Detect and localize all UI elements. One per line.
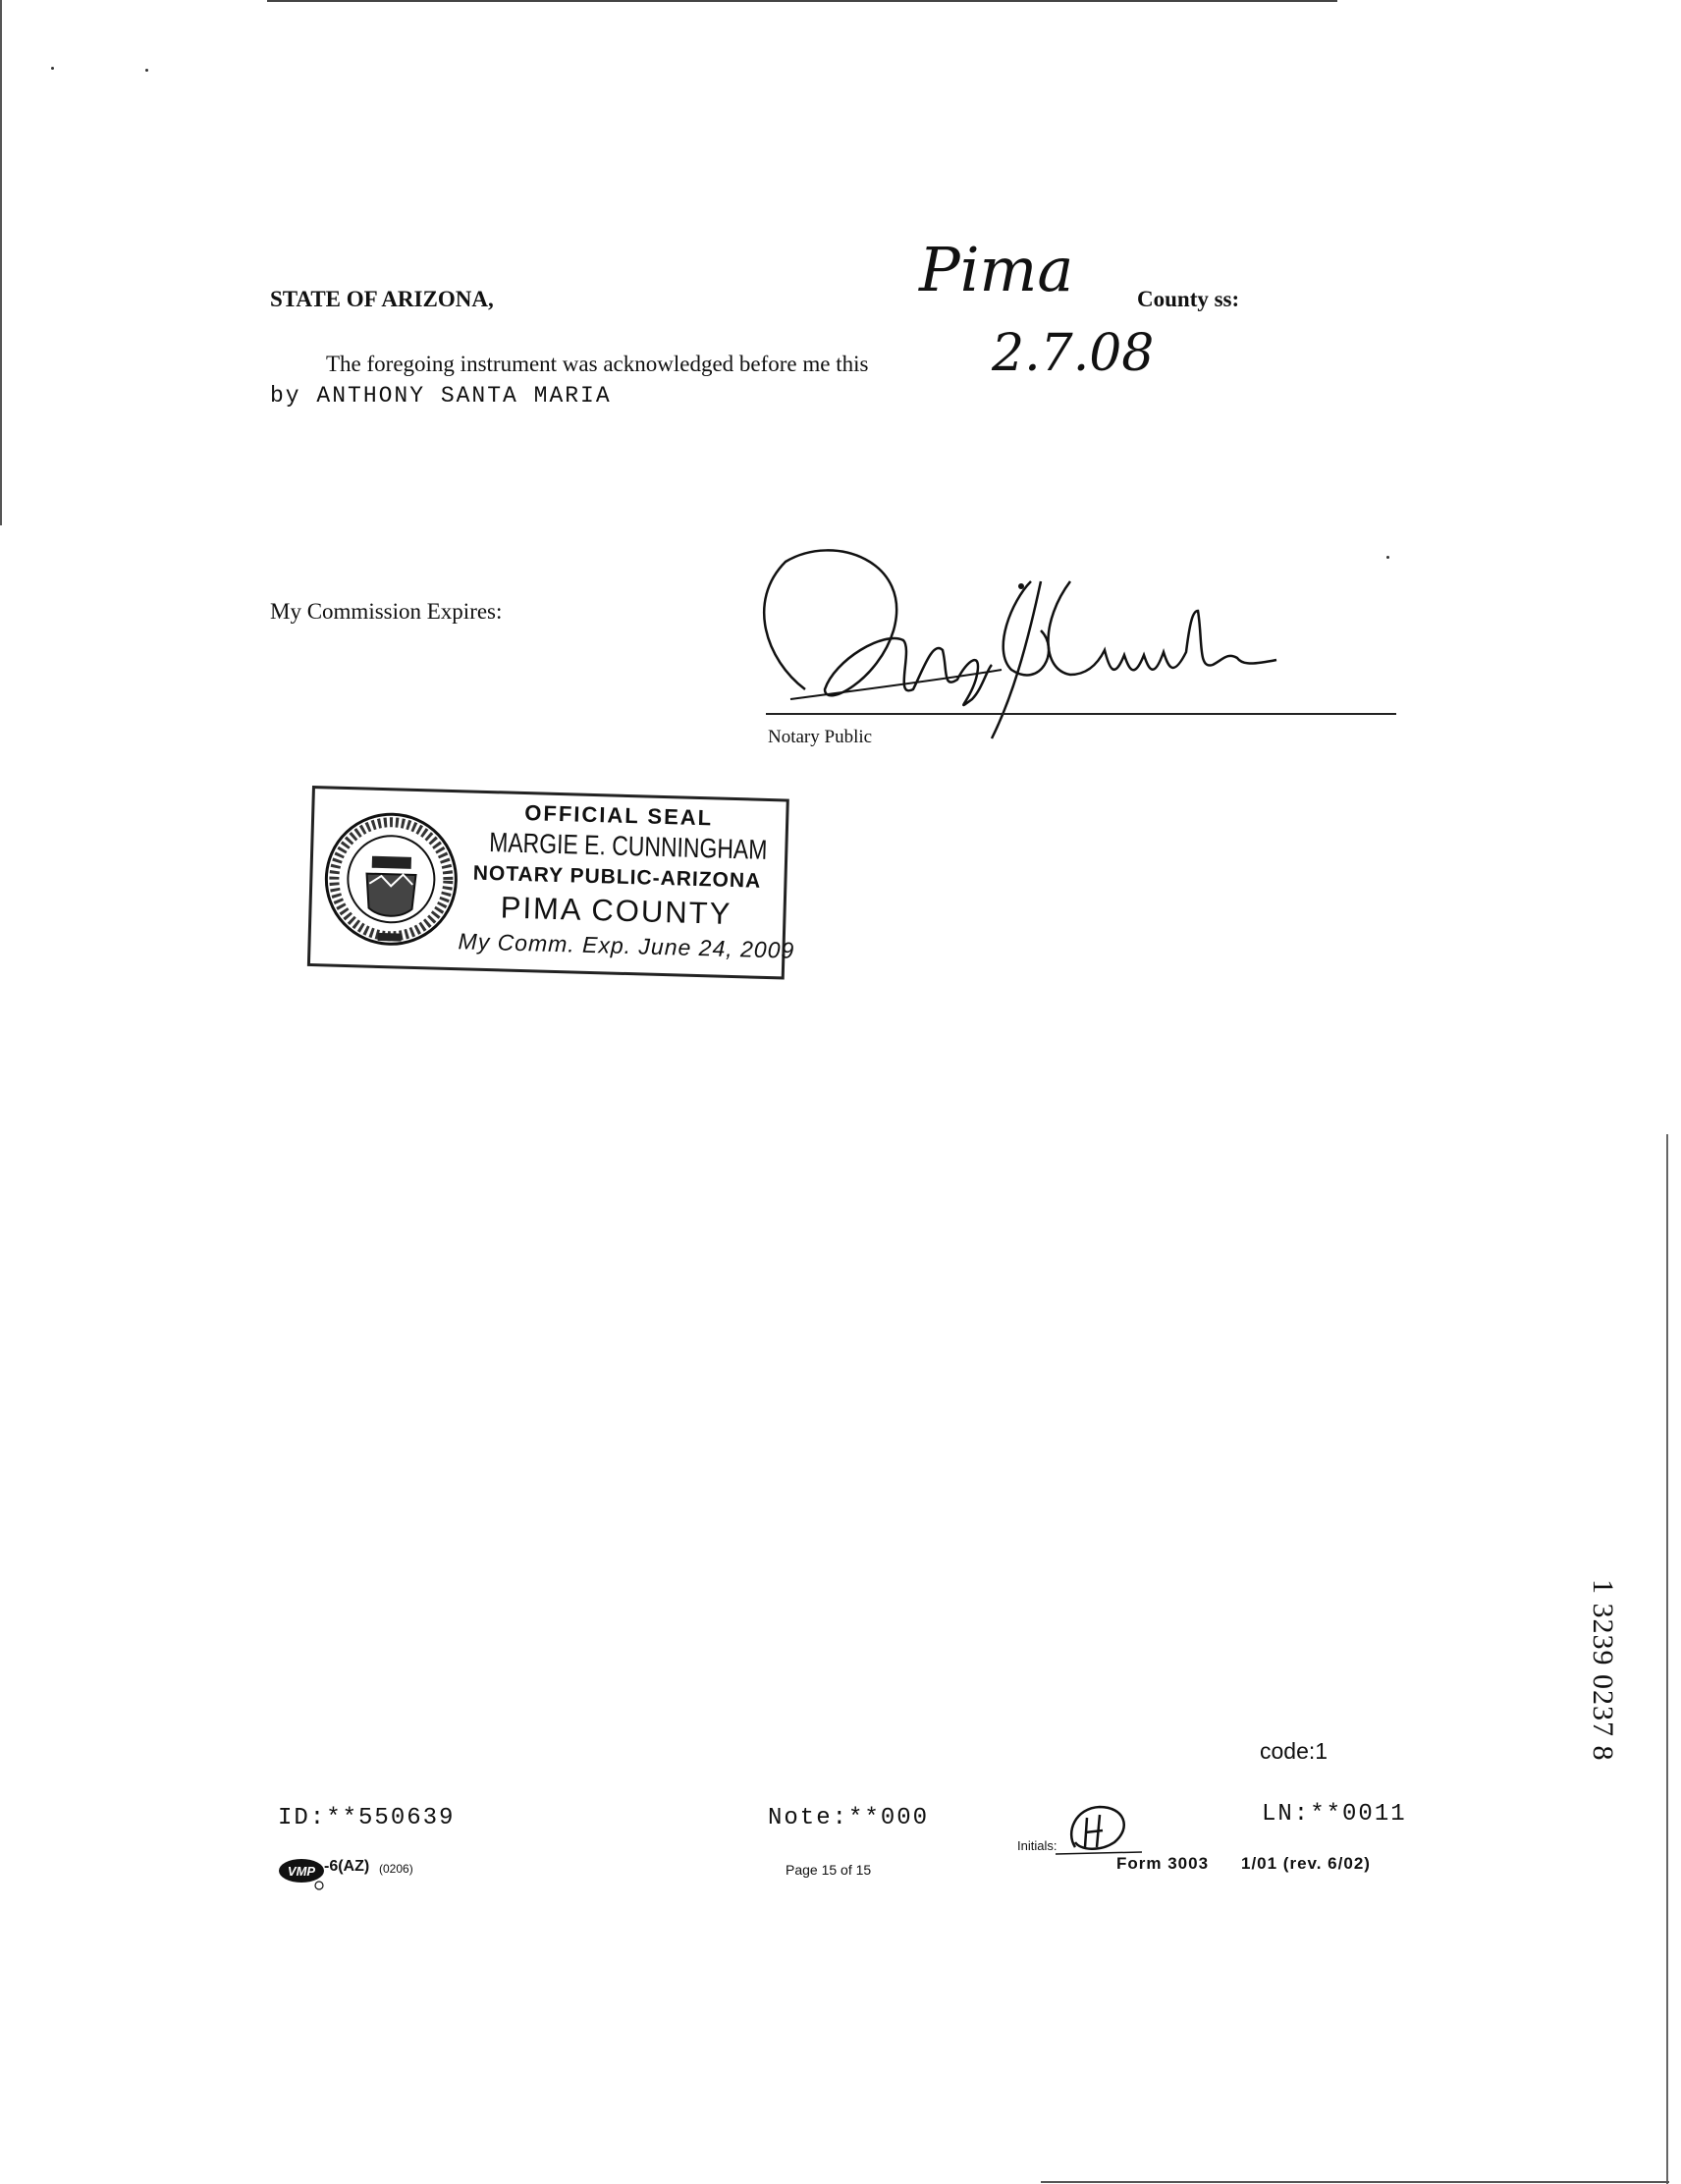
loan-id: ID:**550639 [278, 1805, 456, 1831]
county-label: County ss: [1137, 287, 1240, 311]
commission-expires-label: My Commission Expires: [270, 599, 503, 624]
seal-county: PIMA COUNTY [500, 890, 732, 931]
page-number: Page 15 of 15 [786, 1862, 872, 1878]
scan-edge-left [0, 0, 2, 525]
seal-heading: OFFICIAL SEAL [524, 800, 714, 831]
acknowledgment-text: The foregoing instrument was acknowledged before me this [326, 352, 869, 376]
scan-edge-right [1666, 1134, 1668, 2184]
scan-edge-top [267, 0, 1337, 2]
ln-number: LN:**0011 [1262, 1801, 1407, 1828]
scan-speck [145, 69, 148, 72]
seal-notary-name: MARGIE E. CUNNINGHAM [488, 827, 768, 865]
vmp-logo-icon [278, 1857, 325, 1890]
initials-label: Initials: [1017, 1838, 1057, 1853]
note-number: Note:**000 [768, 1805, 930, 1831]
state-label: STATE OF ARIZONA, [270, 287, 494, 311]
form-revision: 1/01 (rev. 6/02) [1241, 1854, 1371, 1873]
code-label: code:1 [1260, 1738, 1329, 1764]
recorder-document-number: 1 3239 0237 8 [1587, 1579, 1619, 1762]
form-date-code: (0206) [379, 1862, 413, 1876]
scan-edge-bottom [1041, 2181, 1669, 2183]
arizona-state-seal-icon [320, 803, 461, 955]
official-seal-stamp [307, 786, 795, 979]
scan-speck [51, 67, 54, 70]
acknowledgment-date-handwritten: 2.7.08 [992, 324, 1155, 383]
seal-commission-expiration: My Comm. Exp. June 24, 2009 [458, 928, 795, 963]
county-handwritten: Pima [919, 234, 1074, 305]
form-number: Form 3003 [1116, 1854, 1210, 1873]
handwritten-initials [1056, 1803, 1144, 1862]
form-code: -6(AZ) [324, 1858, 370, 1875]
signature-line [766, 713, 1396, 715]
signer-name-line: by ANTHONY SANTA MARIA [270, 383, 612, 409]
notary-signature [746, 542, 1414, 748]
seal-notary-title: NOTARY PUBLIC-ARIZONA [472, 861, 762, 893]
notary-public-label: Notary Public [768, 727, 873, 747]
svg-text:VMP: VMP [287, 1864, 316, 1879]
